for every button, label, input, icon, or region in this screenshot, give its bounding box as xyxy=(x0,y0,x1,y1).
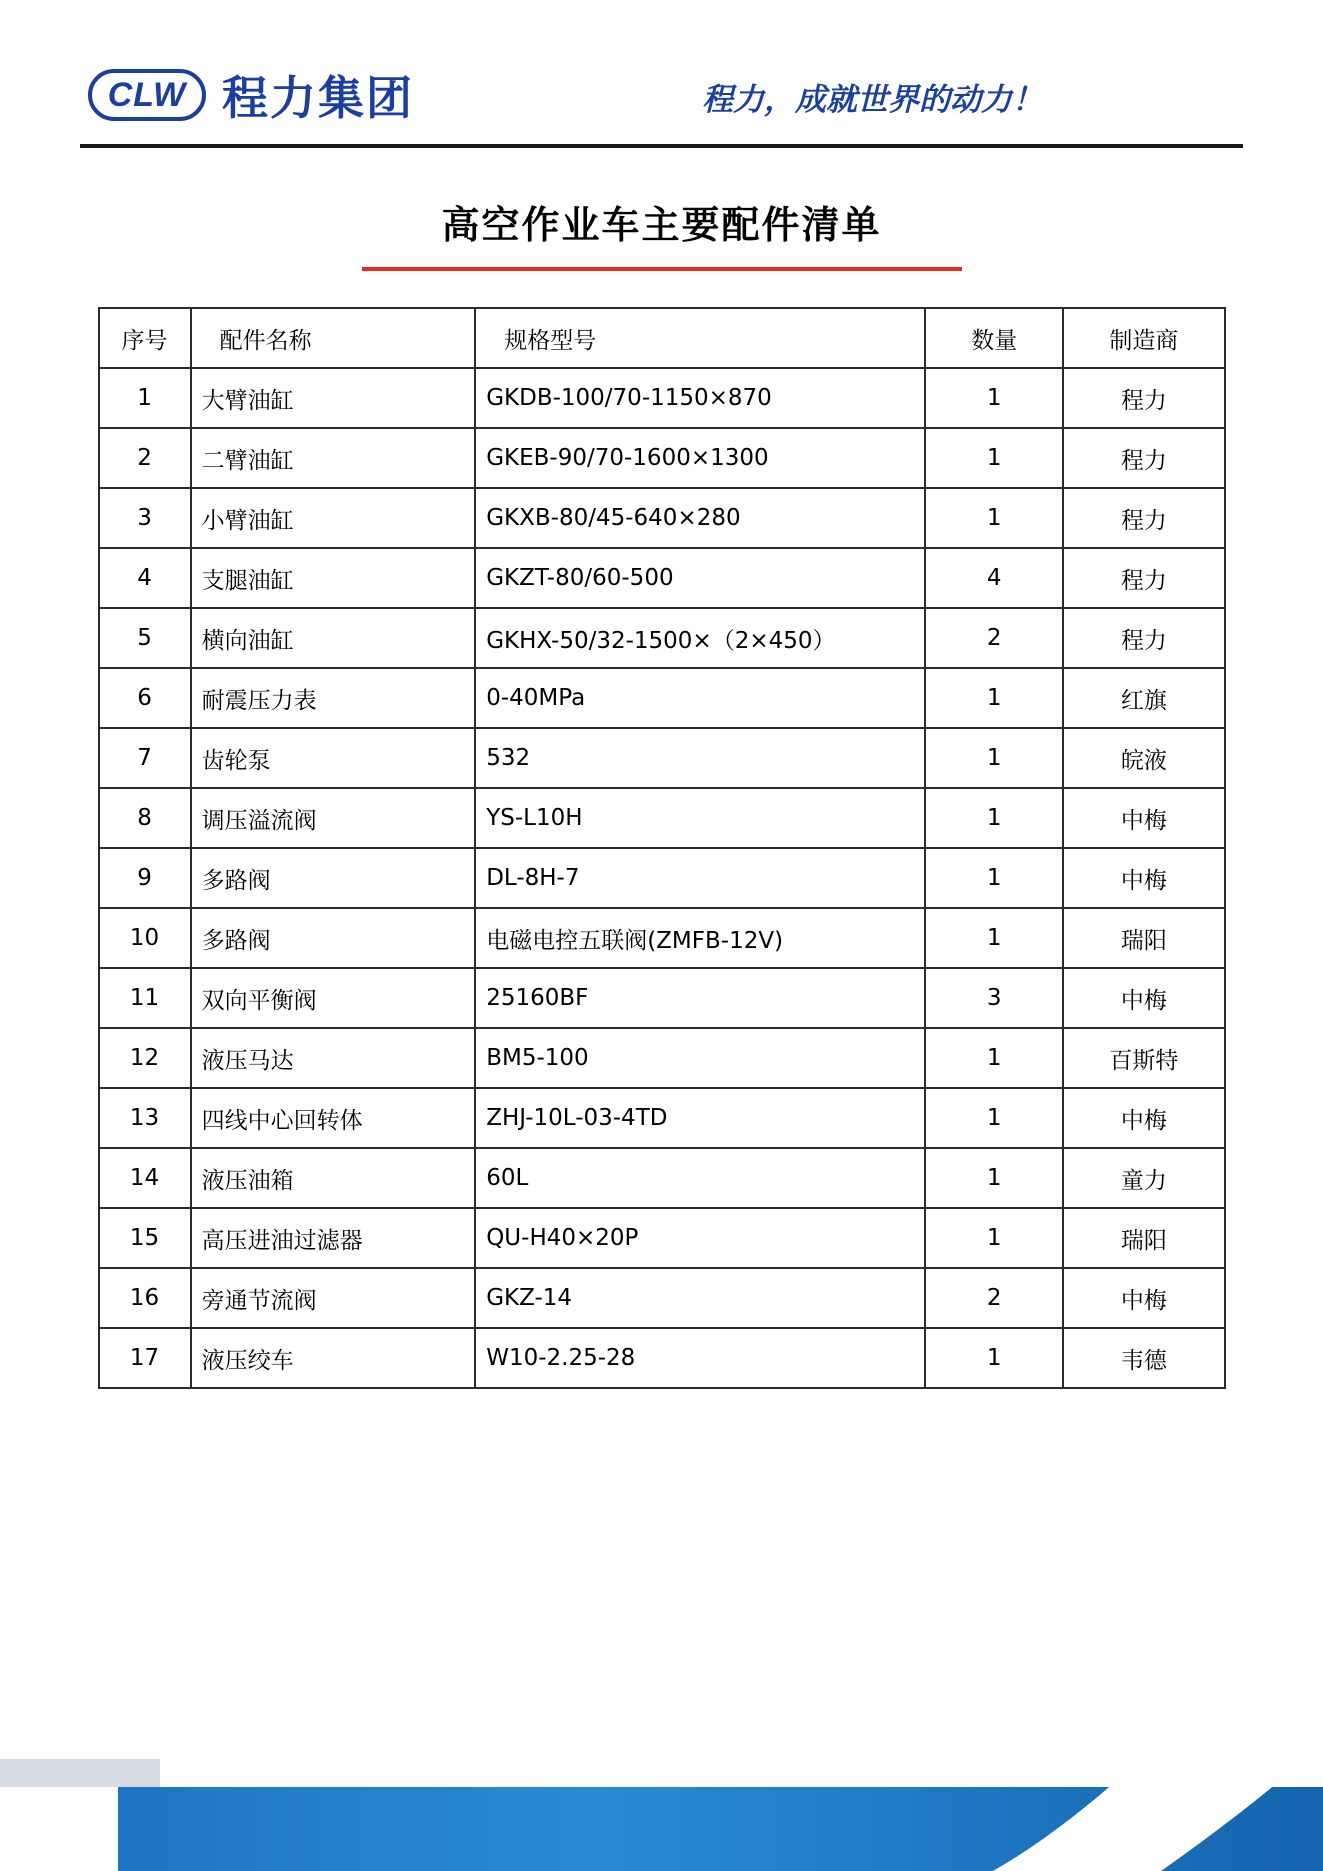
cell-name: 高压进油过滤器 xyxy=(191,1208,476,1268)
cell-no: 5 xyxy=(99,608,191,668)
table-header xyxy=(99,308,1225,368)
cell-name: 二臂油缸 xyxy=(191,428,476,488)
parts-table xyxy=(98,307,1226,1389)
cell-no: 3 xyxy=(99,488,191,548)
cell-name: 双向平衡阀 xyxy=(191,968,476,1028)
page-title: 高空作业车主要配件清单 xyxy=(441,203,882,247)
header-divider xyxy=(80,144,1243,148)
cell-name: 多路阀 xyxy=(191,848,476,908)
title-underline xyxy=(362,267,962,271)
logo-abbr-text: CLW xyxy=(107,75,187,114)
cell-name: 四线中心回转体 xyxy=(191,1088,476,1148)
page-footer xyxy=(0,1721,1323,1871)
cell-qty: 1 xyxy=(925,908,1063,968)
footer-grey-accent xyxy=(0,1759,160,1787)
cell-maker: 程力 xyxy=(1063,548,1224,608)
cell-maker: 程力 xyxy=(1063,368,1224,428)
company-slogan: 程力，成就世界的动力！ xyxy=(702,82,1043,118)
cell-no: 15 xyxy=(99,1208,191,1268)
cell-no: 4 xyxy=(99,548,191,608)
table-row xyxy=(99,668,1225,728)
table-row xyxy=(99,488,1225,548)
table-row xyxy=(99,1208,1225,1268)
cell-maker: 程力 xyxy=(1063,608,1224,668)
cell-qty: 1 xyxy=(925,668,1063,728)
cell-no: 11 xyxy=(99,968,191,1028)
cell-qty: 1 xyxy=(925,788,1063,848)
cell-no: 2 xyxy=(99,428,191,488)
page-header xyxy=(0,0,1323,150)
cell-no: 10 xyxy=(99,908,191,968)
table-row xyxy=(99,968,1225,1028)
table-row xyxy=(99,1088,1225,1148)
table-header-row xyxy=(99,308,1225,368)
cell-maker: 百斯特 xyxy=(1063,1028,1224,1088)
footer-white-notch xyxy=(0,1787,118,1871)
cell-name: 大臂油缸 xyxy=(191,368,476,428)
cell-spec: GKHX-50/32-1500×（2×450） xyxy=(475,608,925,668)
cell-qty: 1 xyxy=(925,1208,1063,1268)
cell-qty: 1 xyxy=(925,428,1063,488)
table-row xyxy=(99,848,1225,908)
table-row xyxy=(99,1268,1225,1328)
cell-name: 液压油箱 xyxy=(191,1148,476,1208)
cell-no: 12 xyxy=(99,1028,191,1088)
cell-qty: 1 xyxy=(925,1028,1063,1088)
column-header-maker: 制造商 xyxy=(1063,308,1224,368)
clw-logo-icon xyxy=(88,69,206,121)
cell-name: 支腿油缸 xyxy=(191,548,476,608)
cell-maker: 中梅 xyxy=(1063,1088,1224,1148)
table-row xyxy=(99,608,1225,668)
cell-no: 13 xyxy=(99,1088,191,1148)
cell-maker: 程力 xyxy=(1063,488,1224,548)
cell-spec: 60L xyxy=(475,1148,925,1208)
cell-name: 横向油缸 xyxy=(191,608,476,668)
cell-name: 耐震压力表 xyxy=(191,668,476,728)
cell-no: 14 xyxy=(99,1148,191,1208)
cell-no: 16 xyxy=(99,1268,191,1328)
cell-maker: 中梅 xyxy=(1063,788,1224,848)
cell-spec: 电磁电控五联阀(ZMFB-12V) xyxy=(475,908,925,968)
cell-no: 1 xyxy=(99,368,191,428)
column-header-no: 序号 xyxy=(99,308,191,368)
cell-maker: 韦德 xyxy=(1063,1328,1224,1388)
cell-name: 调压溢流阀 xyxy=(191,788,476,848)
table-row xyxy=(99,1028,1225,1088)
footer-swoosh-decoration xyxy=(763,1721,1323,1871)
cell-spec: YS-L10H xyxy=(475,788,925,848)
cell-qty: 1 xyxy=(925,1088,1063,1148)
cell-qty: 1 xyxy=(925,1148,1063,1208)
cell-maker: 程力 xyxy=(1063,428,1224,488)
cell-name: 小臂油缸 xyxy=(191,488,476,548)
cell-maker: 中梅 xyxy=(1063,1268,1224,1328)
cell-spec: BM5-100 xyxy=(475,1028,925,1088)
cell-qty: 1 xyxy=(925,1328,1063,1388)
cell-qty: 1 xyxy=(925,728,1063,788)
cell-no: 7 xyxy=(99,728,191,788)
cell-qty: 2 xyxy=(925,1268,1063,1328)
cell-maker: 瑞阳 xyxy=(1063,1208,1224,1268)
table-row xyxy=(99,1148,1225,1208)
cell-no: 6 xyxy=(99,668,191,728)
table-row xyxy=(99,908,1225,968)
cell-qty: 4 xyxy=(925,548,1063,608)
cell-name: 液压绞车 xyxy=(191,1328,476,1388)
cell-spec: GKZT-80/60-500 xyxy=(475,548,925,608)
cell-no: 17 xyxy=(99,1328,191,1388)
cell-maker: 红旗 xyxy=(1063,668,1224,728)
cell-maker: 瑞阳 xyxy=(1063,908,1224,968)
cell-spec: W10-2.25-28 xyxy=(475,1328,925,1388)
cell-name: 旁通节流阀 xyxy=(191,1268,476,1328)
cell-spec: QU-H40×20P xyxy=(475,1208,925,1268)
cell-spec: ZHJ-10L-03-4TD xyxy=(475,1088,925,1148)
cell-qty: 1 xyxy=(925,488,1063,548)
title-section xyxy=(0,194,1323,271)
cell-qty: 3 xyxy=(925,968,1063,1028)
cell-spec: 532 xyxy=(475,728,925,788)
cell-spec: GKEB-90/70-1600×1300 xyxy=(475,428,925,488)
cell-qty: 1 xyxy=(925,848,1063,908)
cell-maker: 中梅 xyxy=(1063,848,1224,908)
table-body xyxy=(99,368,1225,1388)
cell-no: 9 xyxy=(99,848,191,908)
table-row xyxy=(99,548,1225,608)
table-row xyxy=(99,788,1225,848)
column-header-qty: 数量 xyxy=(925,308,1063,368)
cell-spec: 25160BF xyxy=(475,968,925,1028)
cell-maker: 中梅 xyxy=(1063,968,1224,1028)
table-row xyxy=(99,368,1225,428)
table-row xyxy=(99,728,1225,788)
cell-maker: 皖液 xyxy=(1063,728,1224,788)
company-logo xyxy=(88,62,414,128)
cell-spec: DL-8H-7 xyxy=(475,848,925,908)
column-header-spec: 规格型号 xyxy=(475,308,925,368)
column-header-name: 配件名称 xyxy=(191,308,476,368)
table-row xyxy=(99,1328,1225,1388)
cell-spec: GKZ-14 xyxy=(475,1268,925,1328)
parts-table-container xyxy=(98,307,1226,1389)
logo-company-name: 程力集团 xyxy=(222,71,414,125)
cell-maker: 童力 xyxy=(1063,1148,1224,1208)
cell-qty: 2 xyxy=(925,608,1063,668)
cell-name: 齿轮泵 xyxy=(191,728,476,788)
cell-no: 8 xyxy=(99,788,191,848)
cell-name: 多路阀 xyxy=(191,908,476,968)
table-row xyxy=(99,428,1225,488)
cell-spec: GKXB-80/45-640×280 xyxy=(475,488,925,548)
cell-qty: 1 xyxy=(925,368,1063,428)
cell-name: 液压马达 xyxy=(191,1028,476,1088)
cell-spec: 0-40MPa xyxy=(475,668,925,728)
cell-spec: GKDB-100/70-1150×870 xyxy=(475,368,925,428)
